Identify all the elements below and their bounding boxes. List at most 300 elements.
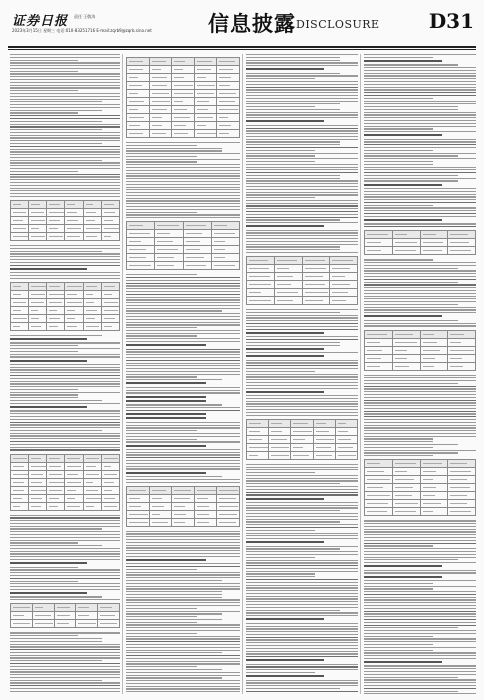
table-cell <box>247 289 275 297</box>
table-cell <box>47 306 65 314</box>
text-line <box>364 682 476 683</box>
text-line <box>364 184 442 186</box>
text-line <box>246 365 358 366</box>
dateline: 2023年3月15日 星期三 电话:010-83251716 E-mail:zqrb9@zqrb.sina.net <box>12 28 152 33</box>
table-row <box>247 443 358 451</box>
text-line <box>246 238 358 239</box>
text-line <box>364 572 476 573</box>
text-line <box>246 551 358 552</box>
text-line <box>126 616 197 617</box>
table-cell <box>101 486 119 494</box>
text-line <box>364 580 476 581</box>
table-cell <box>172 74 195 82</box>
text-line <box>10 427 120 428</box>
text-line <box>10 71 78 72</box>
text-line <box>364 169 476 170</box>
data-table <box>10 603 120 628</box>
table-cell <box>149 510 172 518</box>
table-cell <box>172 98 195 106</box>
table-cell <box>127 130 150 138</box>
table-cell <box>172 130 195 138</box>
text-line <box>126 327 197 328</box>
text-line <box>246 249 340 250</box>
text-line <box>126 680 240 681</box>
text-line <box>126 319 240 320</box>
text-line <box>246 645 358 646</box>
text-line <box>246 57 340 58</box>
text-line <box>10 531 120 532</box>
table-cell <box>76 612 98 620</box>
text-line <box>246 89 358 90</box>
text-line <box>364 591 476 592</box>
text-line <box>364 586 476 587</box>
text-line <box>246 315 358 316</box>
table-cell <box>247 297 275 305</box>
table-cell <box>155 262 183 270</box>
text-line <box>364 57 433 58</box>
table-cell <box>330 297 358 305</box>
text-line <box>246 125 358 126</box>
text-line <box>10 129 102 130</box>
body-text-block <box>126 142 240 218</box>
text-line <box>246 109 340 110</box>
table-cell <box>101 470 119 478</box>
table-cell <box>217 494 240 502</box>
text-line <box>126 357 240 358</box>
text-line <box>10 124 120 125</box>
table-cell <box>149 122 172 130</box>
table-cell <box>247 451 269 459</box>
table-cell <box>365 484 393 492</box>
table-cell <box>392 346 420 354</box>
text-line <box>10 265 120 266</box>
text-line <box>246 541 324 543</box>
text-line <box>10 151 120 152</box>
table-cell <box>29 502 47 510</box>
text-line <box>364 436 476 437</box>
text-line <box>364 95 476 96</box>
text-line <box>10 389 78 390</box>
text-line <box>126 285 240 286</box>
text-line <box>126 390 240 391</box>
table-cell <box>32 620 54 628</box>
text-line <box>364 199 476 200</box>
text-line <box>126 181 240 182</box>
table-cell <box>149 98 172 106</box>
text-line <box>10 185 120 186</box>
text-line <box>10 107 120 108</box>
text-line <box>10 342 120 343</box>
text-line <box>10 666 120 667</box>
text-line <box>126 559 206 561</box>
table-cell <box>54 604 76 612</box>
table-cell <box>302 289 330 297</box>
table-cell <box>365 468 393 476</box>
table-row <box>11 217 120 225</box>
text-line <box>364 101 476 102</box>
table-row <box>365 476 476 484</box>
text-line <box>10 559 120 560</box>
table-cell <box>365 500 393 508</box>
text-line <box>364 444 458 445</box>
text-line <box>364 325 476 326</box>
text-line <box>10 149 120 150</box>
table-cell <box>83 502 101 510</box>
text-line <box>126 608 197 609</box>
table-row <box>247 451 358 459</box>
text-line <box>10 188 120 189</box>
text-line <box>10 551 120 552</box>
text-line <box>10 657 120 658</box>
text-line <box>126 630 240 631</box>
text-line <box>10 160 102 161</box>
table-cell <box>127 74 150 82</box>
table-cell <box>420 247 448 255</box>
text-line <box>246 75 358 76</box>
table-cell <box>65 298 83 306</box>
body-text-block <box>126 274 240 482</box>
table-cell <box>448 247 476 255</box>
table-cell <box>11 502 29 510</box>
table-cell <box>335 419 357 427</box>
text-line <box>246 535 358 536</box>
table-cell <box>211 230 239 238</box>
body-text-block <box>246 464 358 694</box>
table-cell <box>420 354 448 362</box>
text-line <box>10 655 120 656</box>
text-line <box>364 391 476 392</box>
table-cell <box>420 468 448 476</box>
article-column-3 <box>246 54 358 694</box>
text-line <box>246 203 358 204</box>
text-line <box>10 176 120 177</box>
text-line <box>246 155 315 156</box>
text-line <box>126 189 240 190</box>
table-cell <box>420 484 448 492</box>
text-line <box>126 150 222 151</box>
table-cell <box>83 322 101 330</box>
text-line <box>246 560 358 561</box>
article-column-2 <box>126 54 240 694</box>
table-cell <box>65 502 83 510</box>
table-cell <box>274 289 302 297</box>
table-cell <box>448 500 476 508</box>
text-line <box>126 460 240 461</box>
table-cell <box>11 217 29 225</box>
data-table <box>246 256 358 305</box>
text-line <box>246 546 358 547</box>
text-line <box>364 106 458 107</box>
text-line <box>126 591 222 592</box>
table-cell <box>194 58 217 66</box>
table-cell <box>392 239 420 247</box>
table-row <box>11 604 120 612</box>
text-line <box>126 580 222 581</box>
table-cell <box>127 222 155 230</box>
text-line <box>246 492 358 493</box>
table-cell <box>83 494 101 502</box>
table-cell <box>183 262 211 270</box>
table-cell <box>101 225 119 233</box>
table-cell <box>29 462 47 470</box>
text-line <box>126 691 240 692</box>
table-cell <box>392 508 420 516</box>
table-row <box>365 247 476 255</box>
text-line <box>126 156 197 157</box>
table-cell <box>83 282 101 290</box>
text-line <box>10 54 120 55</box>
text-line <box>126 283 240 284</box>
table-row <box>247 435 358 443</box>
text-line <box>10 403 120 404</box>
text-line <box>126 449 240 450</box>
text-line <box>10 179 120 180</box>
text-line <box>364 616 476 617</box>
text-line <box>364 81 476 82</box>
table-cell <box>47 478 65 486</box>
text-line <box>126 547 240 548</box>
text-line <box>126 322 240 323</box>
text-line <box>246 478 358 479</box>
table-cell <box>247 443 269 451</box>
text-line <box>10 400 102 401</box>
text-line <box>246 691 358 692</box>
table-cell <box>217 66 240 74</box>
text-line <box>10 410 120 411</box>
text-line <box>10 589 120 590</box>
table-cell <box>32 612 54 620</box>
table-cell <box>101 201 119 209</box>
table-cell <box>155 222 183 230</box>
text-line <box>246 214 358 215</box>
text-line <box>126 354 240 355</box>
text-line <box>246 409 358 410</box>
text-line <box>126 200 240 201</box>
text-line <box>246 150 315 151</box>
text-line <box>246 197 315 198</box>
editor-credit: 责任 王敬涛 <box>74 14 96 19</box>
text-line <box>126 302 240 303</box>
text-line <box>364 307 476 308</box>
text-line <box>246 133 358 134</box>
text-line <box>246 65 358 66</box>
text-line <box>364 674 476 675</box>
text-line <box>246 659 324 661</box>
text-line <box>126 663 240 664</box>
text-line <box>364 608 476 609</box>
text-line <box>246 200 358 201</box>
table-cell <box>83 478 101 486</box>
text-line <box>364 411 476 412</box>
table-cell <box>420 492 448 500</box>
table-cell <box>11 478 29 486</box>
text-line <box>10 272 120 273</box>
text-line <box>364 128 433 129</box>
table-row <box>127 114 240 122</box>
text-line <box>246 320 358 321</box>
table-cell <box>149 502 172 510</box>
table-row <box>11 298 120 306</box>
text-line <box>246 208 358 209</box>
table-row <box>247 273 358 281</box>
text-line <box>10 419 120 420</box>
table-cell <box>194 74 217 82</box>
text-line <box>246 590 358 591</box>
table-cell <box>172 82 195 90</box>
text-line <box>126 425 240 426</box>
table-row <box>365 239 476 247</box>
table-cell <box>127 254 155 262</box>
text-line <box>246 62 358 63</box>
text-line <box>364 526 476 527</box>
text-line <box>126 422 240 423</box>
text-line <box>364 216 476 217</box>
text-line <box>364 540 476 541</box>
table-cell <box>11 314 29 322</box>
table-cell <box>11 462 29 470</box>
text-line <box>10 245 120 246</box>
text-line <box>364 405 476 406</box>
text-line <box>246 680 358 681</box>
table-cell <box>172 502 195 510</box>
text-line <box>10 392 120 393</box>
text-line <box>126 280 240 281</box>
table-cell <box>127 58 150 66</box>
table-cell <box>29 201 47 209</box>
table-cell <box>291 443 313 451</box>
table-cell <box>65 478 83 486</box>
text-line <box>10 146 120 147</box>
table-cell <box>32 604 54 612</box>
text-line <box>246 548 340 549</box>
text-line <box>10 253 120 254</box>
table-cell <box>448 484 476 492</box>
table-cell <box>29 290 47 298</box>
text-line <box>246 401 358 402</box>
table-cell <box>392 231 420 239</box>
table-cell <box>420 231 448 239</box>
text-line <box>246 571 358 572</box>
table-cell <box>217 518 240 526</box>
table-cell <box>313 427 335 435</box>
table-row <box>127 98 240 106</box>
text-line <box>10 545 102 546</box>
text-line <box>10 137 120 138</box>
text-line <box>246 480 358 481</box>
text-line <box>364 551 476 552</box>
text-line <box>364 559 458 560</box>
table-cell <box>47 282 65 290</box>
text-line <box>126 677 222 678</box>
text-line <box>364 196 476 197</box>
text-line <box>364 60 442 62</box>
text-line <box>364 293 476 294</box>
table-cell <box>127 122 150 130</box>
table-cell <box>149 518 172 526</box>
table-cell <box>172 494 195 502</box>
table-cell <box>172 122 195 130</box>
table-cell <box>83 470 101 478</box>
table-cell <box>211 246 239 254</box>
text-line <box>10 649 120 650</box>
table-row <box>11 201 120 209</box>
text-line <box>126 351 240 352</box>
table-cell <box>47 322 65 330</box>
table-cell <box>274 281 302 289</box>
text-line <box>10 132 120 133</box>
text-line <box>364 688 476 689</box>
table-cell <box>11 322 29 330</box>
section-title: 信息披露 <box>208 11 296 36</box>
text-line <box>10 572 120 573</box>
text-line <box>364 268 458 269</box>
text-line <box>126 675 240 676</box>
text-line <box>10 196 120 197</box>
text-line <box>10 520 120 521</box>
text-line <box>10 424 120 425</box>
text-line <box>126 569 197 570</box>
table-cell <box>448 362 476 370</box>
table-cell <box>183 222 211 230</box>
table-cell <box>392 468 420 476</box>
text-line <box>126 577 240 578</box>
text-line <box>246 241 358 242</box>
table-cell <box>149 90 172 98</box>
text-line <box>126 457 240 458</box>
table-cell <box>291 419 313 427</box>
text-line <box>10 680 102 681</box>
table-cell <box>149 486 172 494</box>
text-line <box>364 655 476 656</box>
table-row <box>11 314 120 322</box>
text-line <box>364 117 476 118</box>
text-line <box>126 277 240 278</box>
table-cell <box>11 306 29 314</box>
table-cell <box>365 239 393 247</box>
table-cell <box>448 460 476 468</box>
text-line <box>10 85 120 86</box>
text-line <box>10 256 120 257</box>
text-line <box>126 622 197 623</box>
table-cell <box>127 66 150 74</box>
text-line <box>364 155 458 156</box>
table-cell <box>83 462 101 470</box>
text-line <box>364 375 476 376</box>
text-line <box>10 278 120 279</box>
text-line <box>126 655 240 656</box>
text-line <box>10 586 120 587</box>
table-row <box>11 486 120 494</box>
table-cell <box>217 90 240 98</box>
table-cell <box>313 451 335 459</box>
text-line <box>246 651 358 652</box>
table-row <box>127 238 240 246</box>
newspaper-logo: 证券日报 <box>12 14 69 29</box>
table-cell <box>127 262 155 270</box>
table-cell <box>11 201 29 209</box>
text-line <box>126 430 197 431</box>
body-text-block <box>10 515 120 601</box>
table-row <box>11 620 120 628</box>
text-line <box>246 217 358 218</box>
table-cell <box>365 492 393 500</box>
table-cell <box>65 306 83 314</box>
table-row <box>365 362 476 370</box>
table-cell <box>127 494 150 502</box>
table-cell <box>269 427 291 435</box>
text-line <box>364 422 476 423</box>
text-line <box>364 658 476 659</box>
